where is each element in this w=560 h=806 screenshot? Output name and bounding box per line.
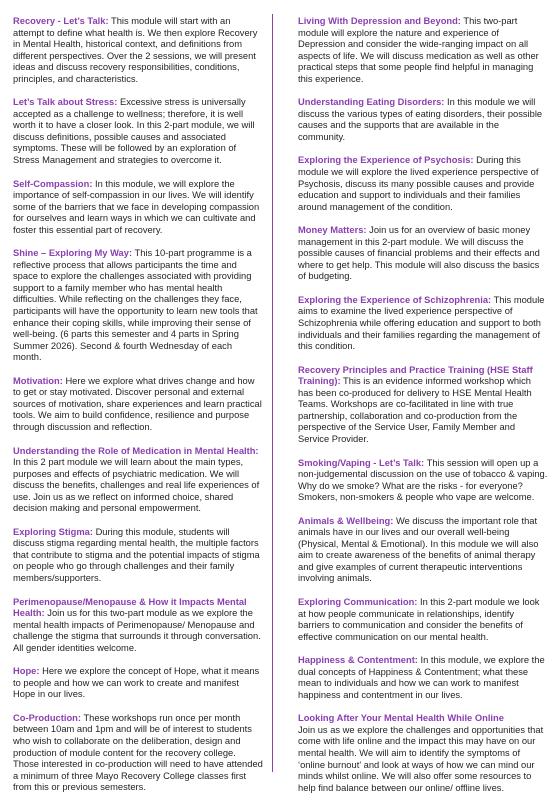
module-description: Join us for this two-part module as we explore the mental health impacts of Perimenopause/ Menopause and challenge the stigma that surrounds it through conversation. All gender identities welcome. bbox=[13, 608, 261, 653]
module-title: Living With Depression and Beyond: bbox=[298, 16, 461, 26]
module-description: Join us as we explore the challenges and opportunities that come with life online and the impact this may have on our mental health. We will aim to identify the symptoms of ‘online burnout’ and look at ways of how we can mind our minds whilst online. We will also offer some resources to help find balance between our online/ offline lives. bbox=[298, 724, 544, 793]
module-description: In this 2 part module we will learn about the main types, purposes and effects of psychiatric medication. We will discuss the benefits, challenges and real life experiences of use. Join us as we reflect on informed choice, shared decision making and personal empowerment. bbox=[13, 457, 260, 514]
module-title: Exploring the Experience of Psychosis: bbox=[298, 155, 474, 166]
column-divider bbox=[272, 14, 273, 772]
module-entry bbox=[298, 516, 548, 585]
module-description: Excessive stress is universally accepted as a challenge to wellness; therefore, it is well worth it to have a closer look. In this 2-part module, we will discuss definitions, possible causes and associated symptoms. These will be followed by an exploration of Stress Management and strategies to overcome it. bbox=[13, 97, 255, 166]
module-title: Exploring Stigma: bbox=[13, 526, 93, 537]
module-title: Motivation: bbox=[13, 375, 63, 386]
module-description: This 10-part programme is a reflective process that allows participants the time and space to explore the challenges associated with providing support to a family member who has mental health difficulties. While reflecting on the challenges they face, participants will have the opportunity to learn new tools that enhance their coping skills, while improving their sense of well-being. (6 parts this semester and 4 parts in Spring Summer 2026). Second & fourth Wednesday of each month. bbox=[13, 248, 258, 363]
module-entry bbox=[298, 155, 548, 213]
module-entry bbox=[13, 16, 263, 85]
module-description: In this module, we explore the dual concepts of Happiness & Contentment; what these mean to individuals and how we can work to manifest happiness and contentment in our lives. bbox=[298, 655, 545, 700]
module-title: Money Matters: bbox=[298, 225, 367, 236]
module-title: Understanding Eating Disorders: bbox=[298, 97, 445, 108]
module-description: This module aims to examine the lived experience perspective of Schizophrenia while offering education and support to both individuals and their families regarding the management of this condition. bbox=[298, 294, 545, 352]
module-description: This is an evidence informed workshop which has been co-produced for delivery to HSE Mental Health Teams. Workshops are co-facilitated in line with true partnership, collaboration and co-production from the perspective of the Service User, Family Member and Service Provider. bbox=[298, 376, 532, 444]
module-description: We discuss the important role that animals have in our lives and our overall well-being (Physical, Mental & Emotional). In this module we will also aim to create awareness of the benefits of animal therapy and give examples of current therapeutic interventions involving animals. bbox=[298, 515, 539, 584]
module-entry bbox=[13, 179, 263, 237]
module-title: Recovery - Let’s Talk: bbox=[13, 16, 109, 26]
module-description: Join us for an overview of basic money management in this 2-part module. We will discuss the possible causes of financial problems and their effects and where to get help. This module will also discuss the basics of budgeting. bbox=[298, 225, 540, 282]
module-entry bbox=[298, 365, 548, 446]
module-entry bbox=[298, 225, 548, 283]
module-title: Looking After Your Mental Health While Online bbox=[298, 713, 504, 724]
module-title: Perimenopause/Menopause & How it Impacts Mental Health: bbox=[13, 596, 247, 619]
module-description: This session will open up a non-judgemental discussion on the use of tobacco & vaping. Why do we smoke? What are the risks - for everyone? Smokers, non-smokers & people who vape are welcome. bbox=[298, 457, 548, 503]
module-title: Happiness & Contentment: bbox=[298, 655, 418, 666]
module-title: Let’s Talk about Stress: bbox=[13, 97, 118, 108]
module-title: Hope: bbox=[13, 666, 40, 677]
module-description: This module will start with an attempt to define what health is. We then explore Recovery in Mental Health, historical context, and definitions from different perspectives. Over the 2 sessions, we will present ideas and discuss recovery responsibilities, conditions, principles, and characteristics. bbox=[13, 16, 258, 84]
module-description: These workshops run once per month between 10am and 1pm and will be of interest to students who wish to collaborate on the deliberation, design and production of module content for the recovery college. Those interested in co-production will need to have attended a minimum of three Mayo Recovery College classes first from this or previous semesters. bbox=[13, 712, 263, 793]
module-title: Recovery Principles and Practice Training (HSE Staff Training): bbox=[298, 364, 533, 387]
module-description: During this module we will explore the lived experience perspective of Psychosis, discuss its many possible causes and provide education and support to individuals and their families around management of the condition. bbox=[298, 155, 539, 212]
module-entry bbox=[298, 16, 548, 85]
module-entry bbox=[13, 713, 263, 794]
module-entry bbox=[13, 248, 263, 363]
module-description: This two-part module will explore the nature and experience of Depression and consider the wide-ranging impact on all aspects of life. We will discuss medication as well as other practical steps that some people find helpful in managing this experience. bbox=[298, 16, 539, 84]
module-title: Understanding the Role of Medication in Mental Health: bbox=[13, 445, 259, 456]
module-entry bbox=[298, 655, 548, 701]
right-column bbox=[298, 16, 548, 806]
module-title: Animals & Wellbeing: bbox=[298, 515, 394, 526]
module-entry bbox=[13, 597, 263, 655]
module-entry bbox=[298, 295, 548, 353]
module-description: In this module we will discuss the various types of eating disorders, their possible causes and the supports that are available in the community. bbox=[298, 97, 543, 142]
module-entry bbox=[298, 597, 548, 643]
module-description: During this module, students will discuss stigma regarding mental health, the multiple factors that contribute to stigma and the potential impacts of stigma on people who go through challenges and their family members/supporters. bbox=[13, 526, 260, 583]
module-entry bbox=[13, 376, 263, 434]
module-description: Here we explore the concept of Hope, what it means to people and how we can work to create and manifest Hope in our lives. bbox=[13, 666, 260, 700]
module-title: Exploring the Experience of Schizophrenia: bbox=[298, 294, 492, 305]
module-title: Shine – Exploring My Way: bbox=[13, 248, 133, 259]
module-entry bbox=[13, 97, 263, 166]
module-description: In this 2-part module we look at how people communicate in relationships, identify barriers to communication and consider the benefits of effective communication on our mental health. bbox=[298, 596, 540, 642]
module-entry bbox=[13, 527, 263, 585]
module-title: Co-Production: bbox=[13, 712, 81, 723]
module-entry bbox=[298, 713, 548, 794]
module-entry bbox=[298, 458, 548, 504]
module-title: Smoking/Vaping - Let’s Talk: bbox=[298, 457, 425, 468]
module-entry bbox=[298, 97, 548, 143]
module-entry bbox=[13, 666, 263, 701]
module-description: In this module, we will explore the importance of self-compassion in our lives. We will identify some of the barriers that we face in developing compassion for ourselves and learn ways in which we can cultivate and foster this essential part of recovery. bbox=[13, 178, 260, 235]
module-title: Self-Compassion: bbox=[13, 178, 93, 189]
module-entry bbox=[13, 446, 263, 515]
module-description: Here we explore what drives change and how to get or stay motivated. Discover personal and external sources of motivation, share experiences and learn practical tools. We aim to build confidence, resilience and purpose through discussion and reflection. bbox=[13, 375, 262, 432]
left-column bbox=[13, 16, 263, 806]
module-title: Exploring Communication: bbox=[298, 596, 418, 607]
